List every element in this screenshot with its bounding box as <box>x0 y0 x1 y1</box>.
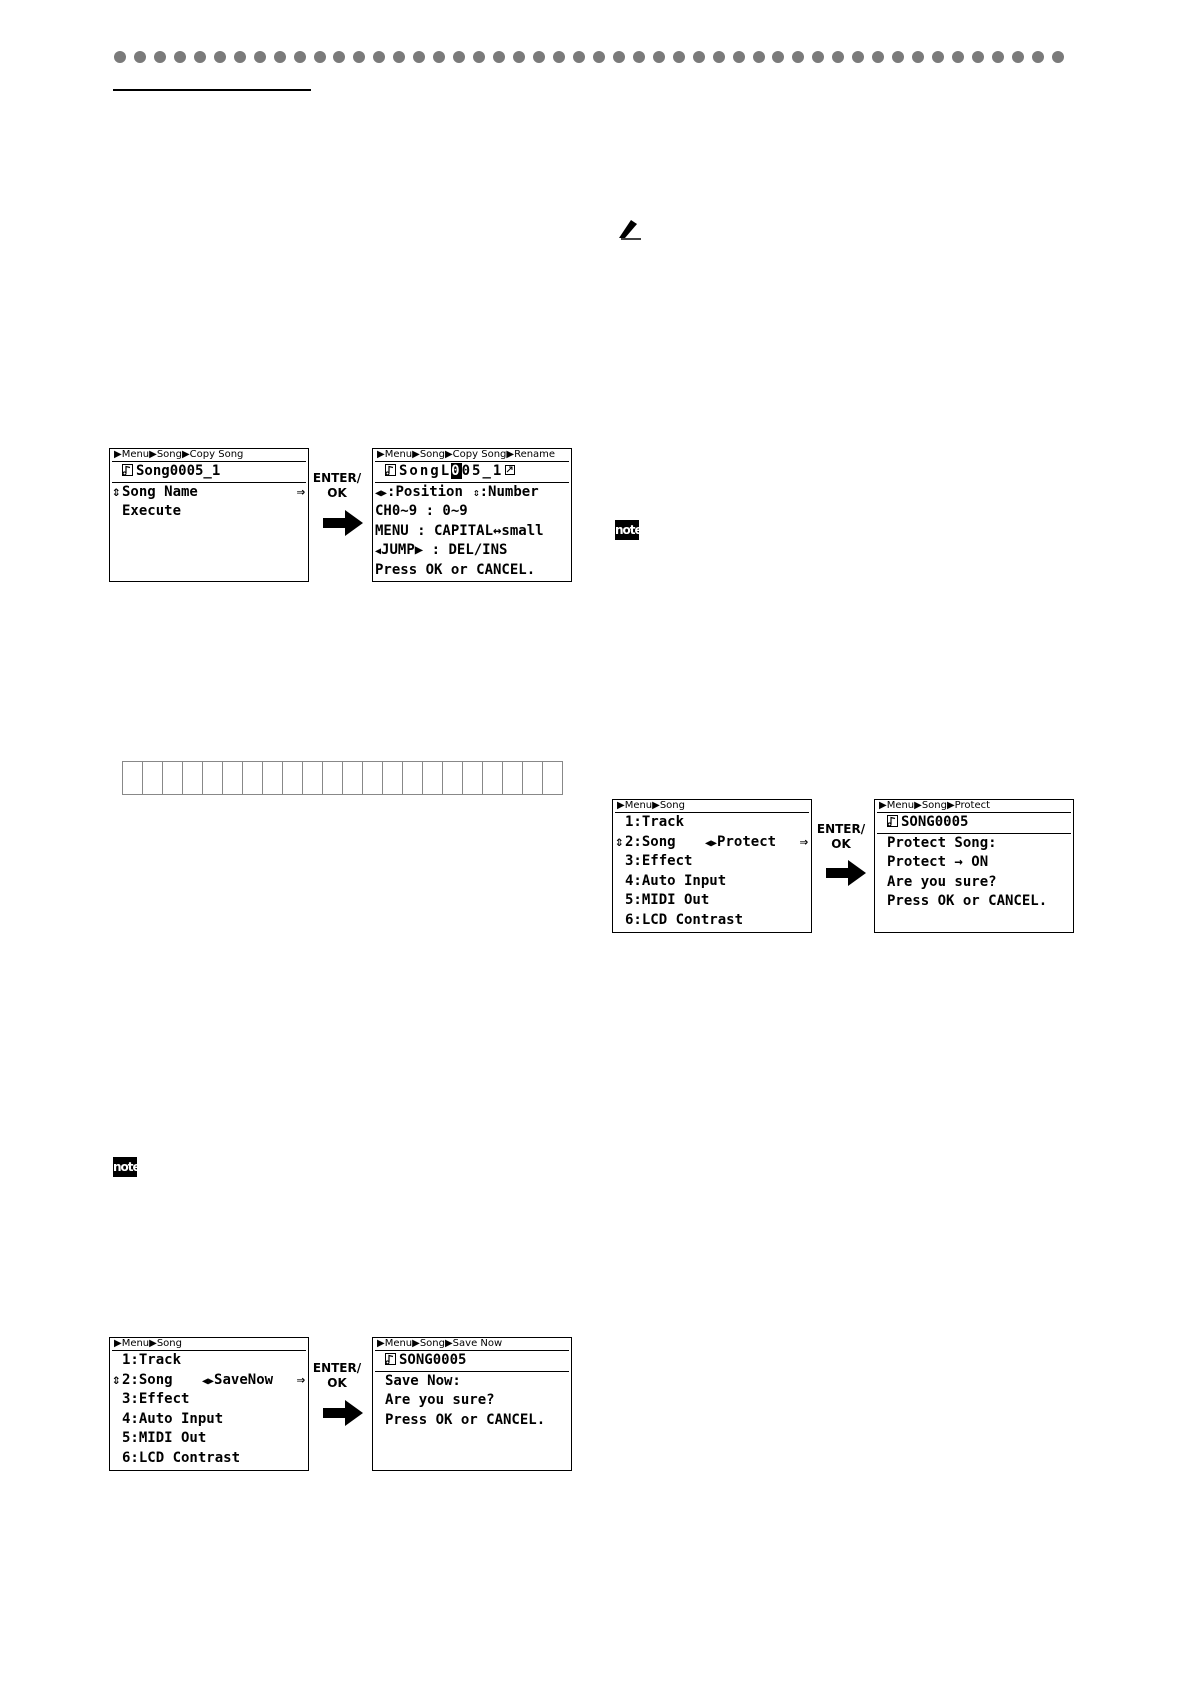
header-dot <box>134 51 146 63</box>
header-dot <box>333 51 345 63</box>
name-character-box <box>383 762 403 794</box>
left-triangle-icon: ◀ <box>375 546 382 557</box>
lcd-menu-item-label: 2:Song <box>625 833 676 850</box>
name-character-box <box>243 762 263 794</box>
lcd-menu-item <box>613 813 811 833</box>
header-dot <box>1052 51 1064 63</box>
name-character-box <box>303 762 323 794</box>
updown-icon: ⇕ <box>473 485 480 499</box>
header-dot <box>852 51 864 63</box>
header-dot <box>533 51 545 63</box>
lcd-song-menu-save <box>109 1337 309 1471</box>
header-dot <box>872 51 884 63</box>
header-dot <box>792 51 804 63</box>
lcd-menu-item-label: 5:MIDI Out <box>625 892 710 908</box>
song-name-value: Song0005_1 <box>136 463 221 479</box>
header-dot <box>593 51 605 63</box>
lcd-row: Are you sure? <box>887 873 997 890</box>
header-dot <box>114 51 126 63</box>
name-character-box <box>363 762 383 794</box>
lcd-breadcrumb: ▶Menu▶Song <box>615 800 809 813</box>
end-mark-icon <box>505 465 515 475</box>
lcd-menu-item <box>110 1449 308 1469</box>
enter-label: ENTER/ <box>312 471 362 485</box>
header-dot <box>154 51 166 63</box>
lcd-menu-item-label: 3:Effect <box>625 853 693 869</box>
name-character-box <box>263 762 283 794</box>
lcd-menu-item-label: 6:LCD Contrast <box>625 911 744 928</box>
name-character-box <box>483 762 503 794</box>
name-character-box <box>183 762 203 794</box>
header-dot <box>373 51 385 63</box>
right-arrow-icon <box>826 860 866 886</box>
name-character-box <box>403 762 423 794</box>
lcd-menu-item-label: 1:Track <box>625 814 685 830</box>
rename-text-after: 05_1 <box>461 463 504 479</box>
enter-ok-label <box>307 1361 367 1391</box>
lcd-menu-item-label: 1:Track <box>122 1352 182 1368</box>
updown-icon: ⇕ <box>112 1371 121 1388</box>
double-arrow-icon: ⇒ <box>799 833 808 850</box>
right-arrow-icon <box>323 1400 363 1426</box>
lcd-row-press: Press OK or CANCEL. <box>375 561 536 578</box>
lcd-menu-item-label: 3:Effect <box>122 1391 190 1407</box>
name-character-box <box>343 762 363 794</box>
lcd-row: Protect → ON <box>887 854 989 870</box>
lcd-breadcrumb: ▶Menu▶Song▶Save Now <box>375 1338 569 1351</box>
music-note-icon <box>122 464 133 476</box>
lcd-title <box>375 462 569 483</box>
header-dot <box>633 51 645 63</box>
lcd-row-label: Execute <box>122 503 182 519</box>
ok-label: OK <box>831 837 851 851</box>
lcd-breadcrumb: ▶Menu▶Song▶Copy Song <box>112 449 306 462</box>
lcd-menu-item <box>110 1410 308 1430</box>
lcd-menu-item-label: 6:LCD Contrast <box>122 1449 241 1466</box>
header-dot <box>1012 51 1024 63</box>
rename-cursor: 0 <box>451 463 462 479</box>
header-dot <box>294 51 306 63</box>
name-character-box <box>143 762 163 794</box>
header-dot <box>812 51 824 63</box>
double-arrow-icon: ⇒ <box>296 1371 305 1388</box>
pen-caution-icon <box>617 218 643 240</box>
header-dot <box>194 51 206 63</box>
lcd-row-jump <box>373 541 571 561</box>
header-dot <box>413 51 425 63</box>
header-dot <box>972 51 984 63</box>
lcd-menu-item <box>110 1390 308 1410</box>
name-character-box <box>523 762 543 794</box>
header-dot <box>314 51 326 63</box>
header-dot <box>433 51 445 63</box>
lcd-protect <box>874 799 1074 933</box>
header-dot <box>453 51 465 63</box>
enter-label: ENTER/ <box>816 822 866 836</box>
song-name-value: SONG0005 <box>399 1352 467 1368</box>
header-dot <box>673 51 685 63</box>
rename-text-before: SongL <box>399 463 452 479</box>
lcd-row-song-name <box>110 483 308 503</box>
header-dot <box>772 51 784 63</box>
updown-icon: ⇕ <box>112 483 121 500</box>
enter-label: ENTER/ <box>312 1361 362 1375</box>
lcd-menu-item-label: 5:MIDI Out <box>122 1430 207 1446</box>
music-note-icon <box>385 464 396 476</box>
name-character-box <box>543 762 563 794</box>
lcd-row-label: JUMP▶ : DEL/INS <box>381 542 508 558</box>
header-dot <box>274 51 286 63</box>
name-character-box <box>123 762 143 794</box>
lcd-menu-item <box>110 1351 308 1371</box>
name-character-box <box>163 762 183 794</box>
lcd-breadcrumb: ▶Menu▶Song <box>112 1338 306 1351</box>
header-dot <box>912 51 924 63</box>
name-character-box <box>443 762 463 794</box>
note-badge: note <box>113 1157 137 1177</box>
header-dot <box>832 51 844 63</box>
name-character-box <box>283 762 303 794</box>
music-note-icon <box>385 1353 396 1365</box>
header-dot-row <box>114 51 1064 65</box>
header-dot <box>553 51 565 63</box>
name-character-box <box>423 762 443 794</box>
lcd-menu-item <box>613 852 811 872</box>
lcd-menu-item-label: 4:Auto Input <box>122 1410 224 1427</box>
header-dot <box>513 51 525 63</box>
lcd-row: Press OK or CANCEL. <box>887 893 1048 909</box>
lcd-row: Save Now: <box>385 1372 461 1389</box>
lcd-row-ch: CH0~9 : 0~9 <box>375 503 468 519</box>
ok-label: OK <box>327 486 347 500</box>
header-dot <box>932 51 944 63</box>
sub-item-label: Protect <box>717 833 777 850</box>
lcd-menu-item <box>613 891 811 911</box>
lcd-title <box>877 813 1071 834</box>
header-dot <box>214 51 226 63</box>
lcd-row-menu: MENU : CAPITAL↔small <box>375 522 544 539</box>
header-dot <box>353 51 365 63</box>
sub-item-label: SaveNow <box>214 1371 274 1388</box>
lcd-row: Protect Song: <box>887 834 997 851</box>
name-character-box <box>223 762 243 794</box>
lcd-row-label: :Position <box>387 483 463 500</box>
lcd-menu-item <box>613 911 811 931</box>
lcd-breadcrumb: ▶Menu▶Song▶Protect <box>877 800 1071 813</box>
lcd-menu-item-label: 4:Auto Input <box>625 872 727 889</box>
name-character-boxes <box>122 761 563 795</box>
lcd-row-label: Song Name <box>122 483 198 500</box>
header-dot <box>693 51 705 63</box>
lcd-row-position <box>373 483 571 503</box>
lcd-breadcrumb: ▶Menu▶Song▶Copy Song▶Rename <box>375 449 569 462</box>
lcd-row: Press OK or CANCEL. <box>385 1411 546 1428</box>
name-character-box <box>503 762 523 794</box>
note-badge: note <box>615 520 639 540</box>
ok-label: OK <box>327 1376 347 1390</box>
leftright-icon: ◀▶ <box>375 487 388 499</box>
header-dot <box>713 51 725 63</box>
lcd-song-menu-protect <box>612 799 812 933</box>
header-dot <box>733 51 745 63</box>
header-dot <box>234 51 246 63</box>
header-dot <box>174 51 186 63</box>
lcd-row-label: :Number <box>479 483 539 500</box>
name-character-box <box>203 762 223 794</box>
header-dot <box>613 51 625 63</box>
music-note-icon <box>887 815 898 827</box>
header-dot <box>992 51 1004 63</box>
section-rule <box>113 89 311 91</box>
lcd-title <box>375 1351 569 1372</box>
song-name-value: SONG0005 <box>901 814 969 830</box>
header-dot <box>653 51 665 63</box>
lcd-menu-item-selected <box>613 833 811 853</box>
right-arrow-icon <box>323 510 363 536</box>
lcd-menu-item-label: 2:Song <box>122 1371 173 1388</box>
header-dot <box>753 51 765 63</box>
leftright-icon: ◀▶ <box>202 1375 215 1387</box>
lcd-row: Are you sure? <box>385 1392 495 1408</box>
header-dot <box>952 51 964 63</box>
updown-icon: ⇕ <box>615 833 624 850</box>
lcd-title <box>112 462 306 483</box>
enter-ok-label <box>307 471 367 501</box>
header-dot <box>573 51 585 63</box>
header-dot <box>892 51 904 63</box>
lcd-save-now <box>372 1337 572 1471</box>
header-dot <box>1032 51 1044 63</box>
lcd-copy-song <box>109 448 309 582</box>
leftright-icon: ◀▶ <box>705 837 718 849</box>
enter-ok-label <box>811 822 871 852</box>
name-character-box <box>323 762 343 794</box>
name-character-box <box>463 762 483 794</box>
double-arrow-icon: ⇒ <box>296 483 305 500</box>
lcd-menu-item-selected <box>110 1371 308 1391</box>
header-dot <box>393 51 405 63</box>
header-dot <box>473 51 485 63</box>
lcd-row-execute <box>110 502 308 522</box>
lcd-menu-item <box>613 872 811 892</box>
header-dot <box>254 51 266 63</box>
lcd-menu-item <box>110 1429 308 1449</box>
lcd-rename <box>372 448 572 582</box>
header-dot <box>493 51 505 63</box>
